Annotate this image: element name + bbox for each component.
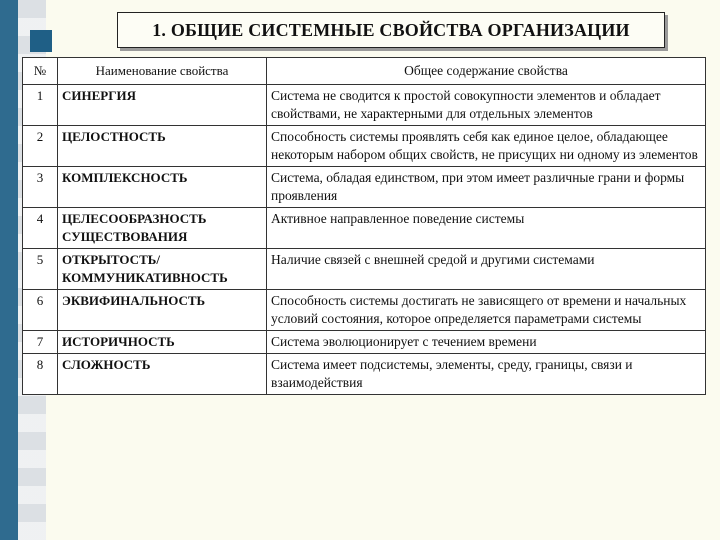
row-desc: Система, обладая единством, при этом имеет различные грани и формы проявления (267, 167, 706, 208)
row-name: ЦЕЛЕСООБРАЗНОСТЬ СУЩЕСТВОВАНИЯ (58, 208, 267, 249)
table-row (23, 208, 706, 249)
table-row (23, 126, 706, 167)
header-name: Наименование свойства (58, 58, 267, 85)
slide-title-text: 1. ОБЩИЕ СИСТЕМНЫЕ СВОЙСТВА ОРГАНИЗАЦИИ (152, 19, 630, 40)
table-row (23, 249, 706, 290)
row-desc: Способность системы достигать не зависящего от времени и начальных условий состояния, которое определяется параметрами системы (267, 290, 706, 331)
row-desc: Активное направленное поведение системы (267, 208, 706, 249)
row-num: 5 (23, 249, 58, 290)
table-header-row (23, 58, 706, 85)
row-num: 4 (23, 208, 58, 249)
left-decor-square (30, 30, 52, 52)
row-num: 1 (23, 85, 58, 126)
row-name: ЭКВИФИНАЛЬНОСТЬ (58, 290, 267, 331)
left-accent-bar (0, 0, 18, 540)
row-num: 8 (23, 354, 58, 395)
table-row (23, 354, 706, 395)
properties-table (22, 57, 706, 395)
row-name: СЛОЖНОСТЬ (58, 354, 267, 395)
table-row (23, 331, 706, 354)
row-desc: Система имеет подсистемы, элементы, среду, границы, связи и взаимодействия (267, 354, 706, 395)
row-desc: Способность системы проявлять себя как единое целое, обладающее некоторым набором общих свойств, не присущих ни одному из элементов (267, 126, 706, 167)
row-name: ОТКРЫТОСТЬ/ КОММУНИКАТИВНОСТЬ (58, 249, 267, 290)
slide-title (117, 12, 665, 48)
header-desc: Общее содержание свойства (267, 58, 706, 85)
row-desc: Система эволюционирует с течением времени (267, 331, 706, 354)
table-row (23, 167, 706, 208)
row-num: 7 (23, 331, 58, 354)
row-name: КОМПЛЕКСНОСТЬ (58, 167, 267, 208)
row-name: ИСТОРИЧНОСТЬ (58, 331, 267, 354)
row-num: 6 (23, 290, 58, 331)
row-num: 3 (23, 167, 58, 208)
row-name: ЦЕЛОСТНОСТЬ (58, 126, 267, 167)
header-num: № (23, 58, 58, 85)
row-desc: Наличие связей с внешней средой и другими системами (267, 249, 706, 290)
table-row (23, 290, 706, 331)
row-desc: Система не сводится к простой совокупности элементов и обладает свойствами, не характерными для отдельных элементов (267, 85, 706, 126)
table-row (23, 85, 706, 126)
row-num: 2 (23, 126, 58, 167)
row-name: СИНЕРГИЯ (58, 85, 267, 126)
